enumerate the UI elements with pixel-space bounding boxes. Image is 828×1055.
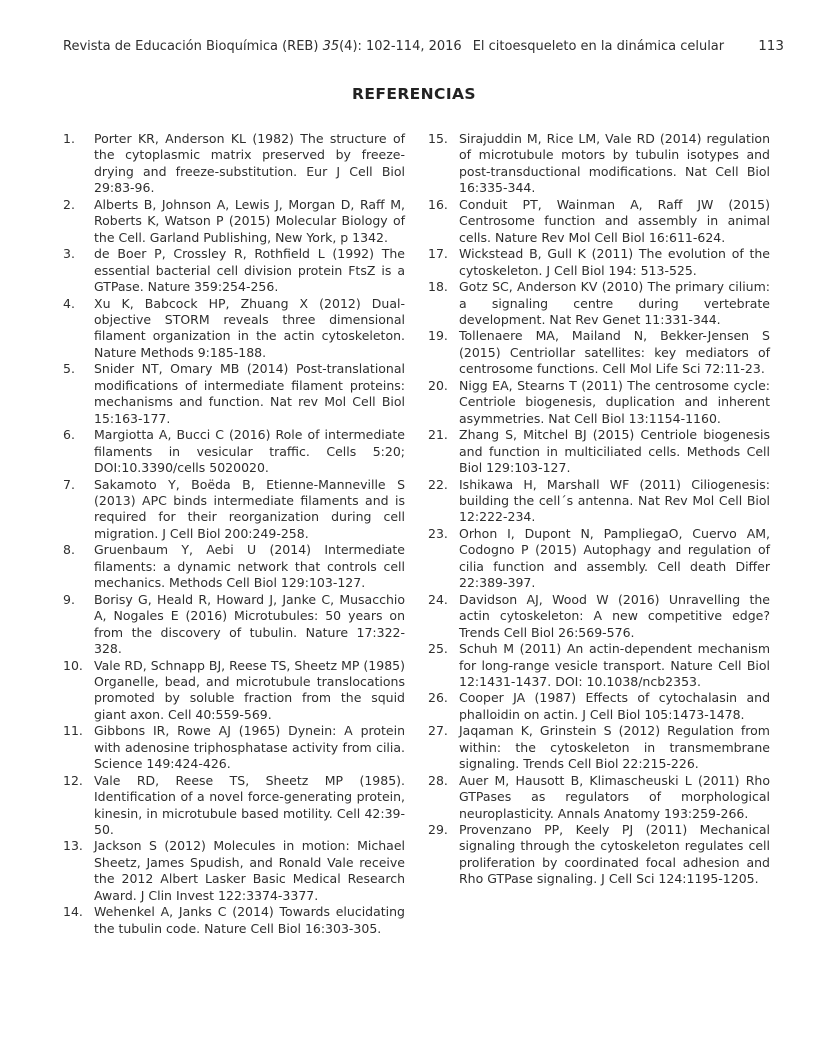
- reference-number: 9.: [63, 591, 75, 607]
- running-article-title: El citoesqueleto en la dinámica celular: [472, 39, 725, 54]
- reference-text: Gotz SC, Anderson KV (2010) The primary cilium: a signaling centre during vertebrate development. Nat Rev Genet 11:331-344.: [459, 279, 770, 327]
- reference-number: 2.: [63, 196, 75, 212]
- reference-text: Porter KR, Anderson KL (1982) The structure of the cytoplasmic matrix preserved by freeze-drying and freeze-substitution. Eur J Cell Biol 29:83-96.: [94, 131, 405, 196]
- page-header: [63, 38, 784, 54]
- running-head: [63, 39, 724, 54]
- reference-text: Jackson S (2012) Molecules in motion: Michael Sheetz, James Spudish, and Ronald Vale receive the 2012 Albert Lasker Basic Medical Research Award. J Clin Invest 122:3374-3377.: [94, 838, 405, 903]
- reference-item: [63, 542, 405, 591]
- reference-number: 8.: [63, 542, 75, 558]
- reference-text: Sirajuddin M, Rice LM, Vale RD (2014) regulation of microtubule motors by tubulin isotypes and post-transductional modifications. Nat Cell Biol 16:335-344.: [459, 131, 770, 196]
- references-section: [63, 131, 770, 937]
- reference-item: [428, 427, 770, 476]
- journal-issue-pages: (4): 102-114, 2016: [339, 39, 462, 54]
- reference-number: 13.: [63, 838, 83, 854]
- reference-text: Nigg EA, Stearns T (2011) The centrosome cycle: Centriole biogenesis, duplication and inherent asymmetries. Nat Cell Biol 13:1154-1160.: [459, 377, 770, 426]
- reference-number: 18.: [428, 279, 448, 295]
- references-left-column: [63, 131, 405, 937]
- reference-number: 19.: [428, 328, 448, 344]
- reference-number: 17.: [428, 246, 448, 262]
- reference-number: 16.: [428, 196, 448, 212]
- reference-number: 24.: [428, 591, 448, 607]
- reference-text: Conduit PT, Wainman A, Raff JW (2015) Centrosome function and assembly in animal cells. Nature Rev Mol Cell Biol 16:611-624.: [459, 196, 770, 245]
- reference-text: Auer M, Hausott B, Klimascheuski L (2011) Rho GTPases as regulators of morphological neuroplasticity. Annals Anatomy 193:259-266.: [459, 772, 770, 821]
- reference-text: Vale RD, Reese TS, Sheetz MP (1985). Identification of a novel force-generating protein, kinesin, in microtubule based motility. Cell 42:39-50.: [94, 772, 405, 838]
- reference-text: Cooper JA (1987) Effects of cytochalasin and phalloidin on actin. J Cell Biol 105:1473-1478.: [459, 690, 770, 722]
- reference-number: 29.: [428, 822, 448, 838]
- reference-number: 27.: [428, 723, 448, 739]
- reference-number: 4.: [63, 295, 75, 311]
- reference-item: [428, 723, 770, 772]
- journal-name: Revista de Educación Bioquímica (REB): [63, 39, 323, 54]
- reference-item: [63, 658, 405, 724]
- reference-number: 15.: [428, 131, 448, 146]
- reference-number: 6.: [63, 427, 75, 443]
- reference-number: 11.: [63, 723, 83, 739]
- reference-text: Alberts B, Johnson A, Lewis J, Morgan D, Raff M, Roberts K, Watson P (2015) Molecular Biology of the Cell. Garland Publishing, New York, p 1342.: [94, 196, 405, 245]
- reference-item: [63, 904, 405, 937]
- reference-item: [63, 246, 405, 295]
- reference-text: de Boer P, Crossley R, Rothfield L (1992) The essential bacterial cell division protein FtsZ is a GTPase. Nature 359:254-256.: [94, 246, 405, 295]
- reference-text: Margiotta A, Bucci C (2016) Role of intermediate filaments in vesicular traffic. Cells 5:20; DOI:10.3390/cells 5020020.: [94, 427, 405, 476]
- reference-text: Ishikawa H, Marshall WF (2011) Ciliogenesis: building the cell´s antenna. Nat Rev Mol Cell Biol 12:222-234.: [459, 476, 770, 525]
- reference-text: Tollenaere MA, Mailand N, Bekker-Jensen S (2015) Centriollar satellites: key mediators of centrosome functions. Cell Mol Life Sci 72:11-23.: [459, 328, 770, 377]
- reference-text: Zhang S, Mitchel BJ (2015) Centriole biogenesis and function in multiciliated cells. Methods Cell Biol 129:103-127.: [459, 427, 770, 476]
- reference-number: 10.: [63, 657, 83, 673]
- reference-item: [428, 477, 770, 526]
- reference-item: [428, 378, 770, 427]
- reference-item: [428, 131, 770, 197]
- reference-item: [63, 773, 405, 839]
- reference-text: Gibbons IR, Rowe AJ (1965) Dynein: A protein with adenosine triphosphatase activity from cilia. Science 149:424-426.: [94, 723, 405, 772]
- section-title: REFERENCIAS: [352, 85, 476, 103]
- reference-number: 20.: [428, 377, 448, 393]
- reference-item: [63, 838, 405, 904]
- references-right-column: [428, 131, 770, 937]
- reference-number: 12.: [63, 772, 83, 788]
- reference-item: [428, 526, 770, 592]
- reference-number: 14.: [63, 904, 83, 920]
- reference-item: [428, 197, 770, 246]
- reference-text: Davidson AJ, Wood W (2016) Unravelling the actin cytoskeleton: A new competitive edge? Trends Cell Biol 26:569-576.: [459, 591, 770, 640]
- reference-text: Snider NT, Omary MB (2014) Post-translational modifications of intermediate filament proteins: mechanisms and function. Nat rev Mol Cell Biol 15:163-177.: [94, 361, 405, 426]
- reference-item: [428, 328, 770, 377]
- reference-item: [428, 279, 770, 328]
- reference-number: 26.: [428, 690, 448, 706]
- reference-item: [428, 773, 770, 822]
- reference-text: Borisy G, Heald R, Howard J, Janke C, Musacchio A, Nogales E (2016) Microtubules: 50 years on from the discovery of tubulin. Nature 17:322-328.: [94, 591, 405, 657]
- reference-item: [63, 197, 405, 246]
- reference-text: Wehenkel A, Janks C (2014) Towards elucidating the tubulin code. Nature Cell Biol 16:303-305.: [94, 904, 405, 936]
- reference-number: 21.: [428, 427, 448, 443]
- reference-text: Schuh M (2011) An actin-dependent mechanism for long-range vesicle transport. Nature Cell Biol 12:1431-1437. DOI: 10.1038/ncb2353.: [459, 641, 770, 689]
- reference-number: 1.: [63, 131, 75, 146]
- reference-item: [63, 131, 405, 197]
- reference-item: [428, 246, 770, 279]
- reference-item: [428, 592, 770, 641]
- reference-number: 23.: [428, 525, 448, 541]
- reference-text: Jaqaman K, Grinstein S (2012) Regulation from within: the cytoskeleton in transmembrane signaling. Trends Cell Biol 22:215-226.: [459, 723, 770, 772]
- reference-number: 5.: [63, 361, 75, 377]
- reference-text: Gruenbaum Y, Aebi U (2014) Intermediate filaments: a dynamic network that controls cell mechanics. Methods Cell Biol 129:103-127.: [94, 542, 405, 591]
- reference-item: [63, 723, 405, 772]
- reference-item: [428, 690, 770, 723]
- reference-number: 3.: [63, 246, 75, 262]
- reference-number: 7.: [63, 476, 75, 492]
- journal-volume: 35: [322, 39, 340, 54]
- reference-item: [63, 427, 405, 476]
- reference-text: Vale RD, Schnapp BJ, Reese TS, Sheetz MP (1985) Organelle, bead, and microtubule translocations promoted by soluble fraction from the squid giant axon. Cell 40:559-569.: [94, 657, 405, 722]
- reference-item: [63, 361, 405, 427]
- reference-number: 22.: [428, 476, 448, 492]
- reference-text: Provenzano PP, Keely PJ (2011) Mechanical signaling through the cytoskeleton regulates cell proliferation by coordinated focal adhesion and Rho GTPase signaling. J Cell Sci 124:1195-1205.: [459, 822, 770, 887]
- reference-number: 25.: [428, 641, 448, 657]
- reference-item: [428, 822, 770, 888]
- reference-text: Sakamoto Y, Boëda B, Etienne-Manneville S (2013) APC binds intermediate filaments and is required for their reorganization during cell migration. J Cell Biol 200:249-258.: [94, 476, 405, 541]
- reference-text: Xu K, Babcock HP, Zhuang X (2012) Dual-objective STORM reveals three dimensional filament organization in the actin cytoskeleton. Nature Methods 9:185-188.: [94, 295, 405, 360]
- reference-item: [428, 641, 770, 690]
- journal-citation: [63, 39, 462, 54]
- reference-item: [63, 296, 405, 362]
- reference-item: [63, 477, 405, 543]
- reference-text: Orhon I, Dupont N, PampliegaO, Cuervo AM, Codogno P (2015) Autophagy and regulation of cilia function and assembly. Cell death Differ 22:389-397.: [459, 525, 770, 591]
- reference-item: [63, 592, 405, 658]
- reference-text: Wickstead B, Gull K (2011) The evolution of the cytoskeleton. J Cell Biol 194: 513-525.: [459, 246, 770, 278]
- page-number: 113: [758, 38, 784, 54]
- reference-number: 28.: [428, 772, 448, 788]
